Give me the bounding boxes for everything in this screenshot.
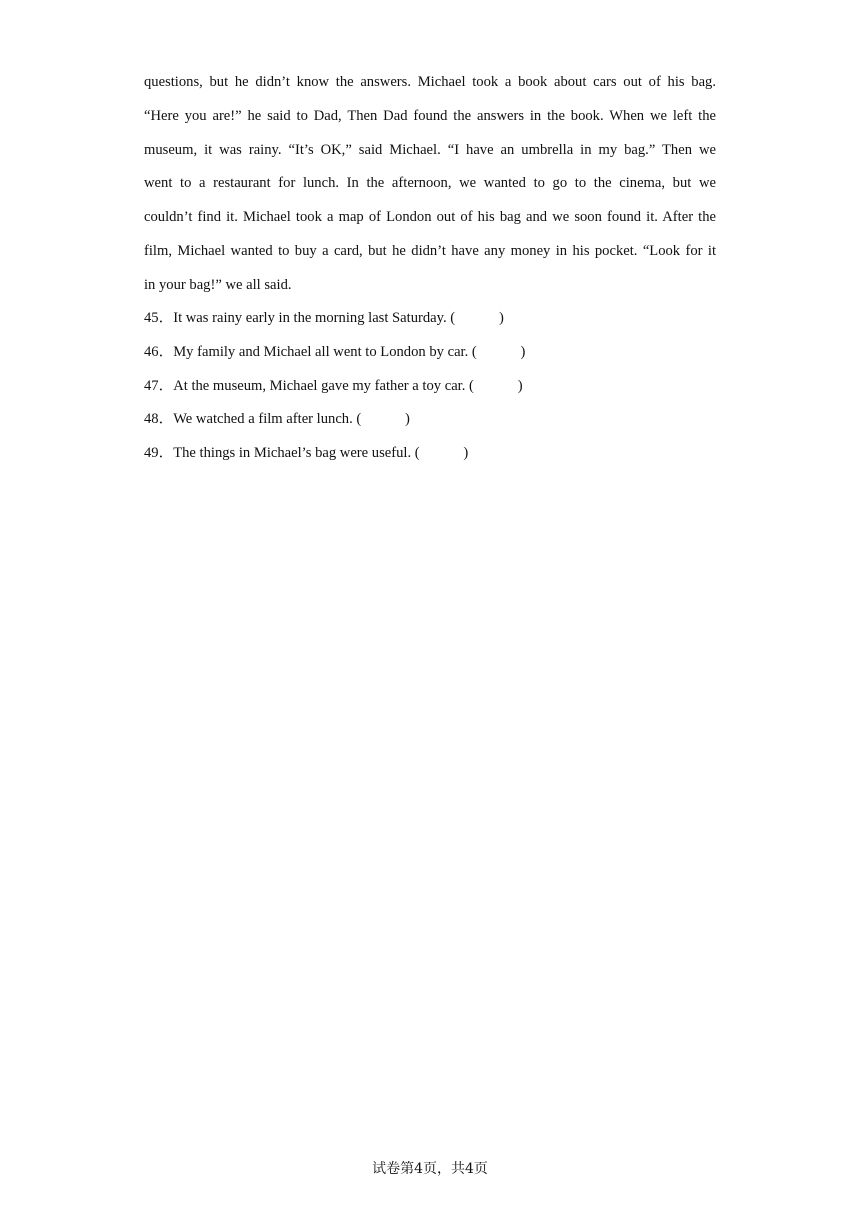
question-item	[144, 302, 716, 336]
question-number: 49．	[144, 445, 174, 462]
answer-blank[interactable]: ( )	[356, 411, 410, 428]
answer-blank[interactable]: ( )	[471, 343, 526, 360]
question-number: 48．	[144, 411, 174, 428]
question-number: 46．	[144, 343, 174, 360]
passage-line: film, Michael wanted to buy a card, but he didn’t have any money in his pocket. “Look for it	[144, 242, 716, 259]
passage-line: questions, but he didn’t know the answers. Michael took a book about cars out of his bag.	[144, 74, 716, 90]
question-item	[144, 336, 716, 370]
passage-line: in your bag!” we all said.	[144, 276, 292, 293]
question-text: At the museum, Michael gave my father a toy car.	[173, 377, 466, 394]
answer-blank[interactable]: ( )	[469, 377, 523, 394]
question-number: 47．	[144, 377, 174, 394]
passage-line: “Here you are!” he said to Dad, Then Dad found the answers in the book. When we left the	[144, 107, 716, 124]
page-footer: 试卷第4页，共4页	[372, 1161, 488, 1177]
question-text: The things in Michael’s bag were useful.	[173, 445, 412, 462]
passage-line: museum, it was rainy. “It’s OK,” said Michael. “I have an umbrella in my bag.” Then we	[144, 141, 716, 158]
answer-blank[interactable]: ( )	[450, 310, 504, 326]
question-item	[144, 370, 716, 404]
question-text: We watched a film after lunch.	[173, 411, 353, 428]
question-item	[144, 437, 716, 471]
answer-blank[interactable]: ( )	[414, 445, 469, 462]
question-text: It was rainy early in the morning last Saturday.	[173, 310, 447, 326]
reading-passage	[144, 66, 716, 303]
passage-line: went to a restaurant for lunch. In the afternoon, we wanted to go to the cinema, but we	[144, 175, 716, 192]
question-number: 45．	[144, 310, 174, 326]
question-item	[144, 403, 716, 437]
question-list	[144, 302, 716, 471]
question-text: My family and Michael all went to London by car.	[173, 343, 469, 360]
passage-line: couldn’t find it. Michael took a map of London out of his bag and we soon found it. After the	[144, 209, 716, 226]
